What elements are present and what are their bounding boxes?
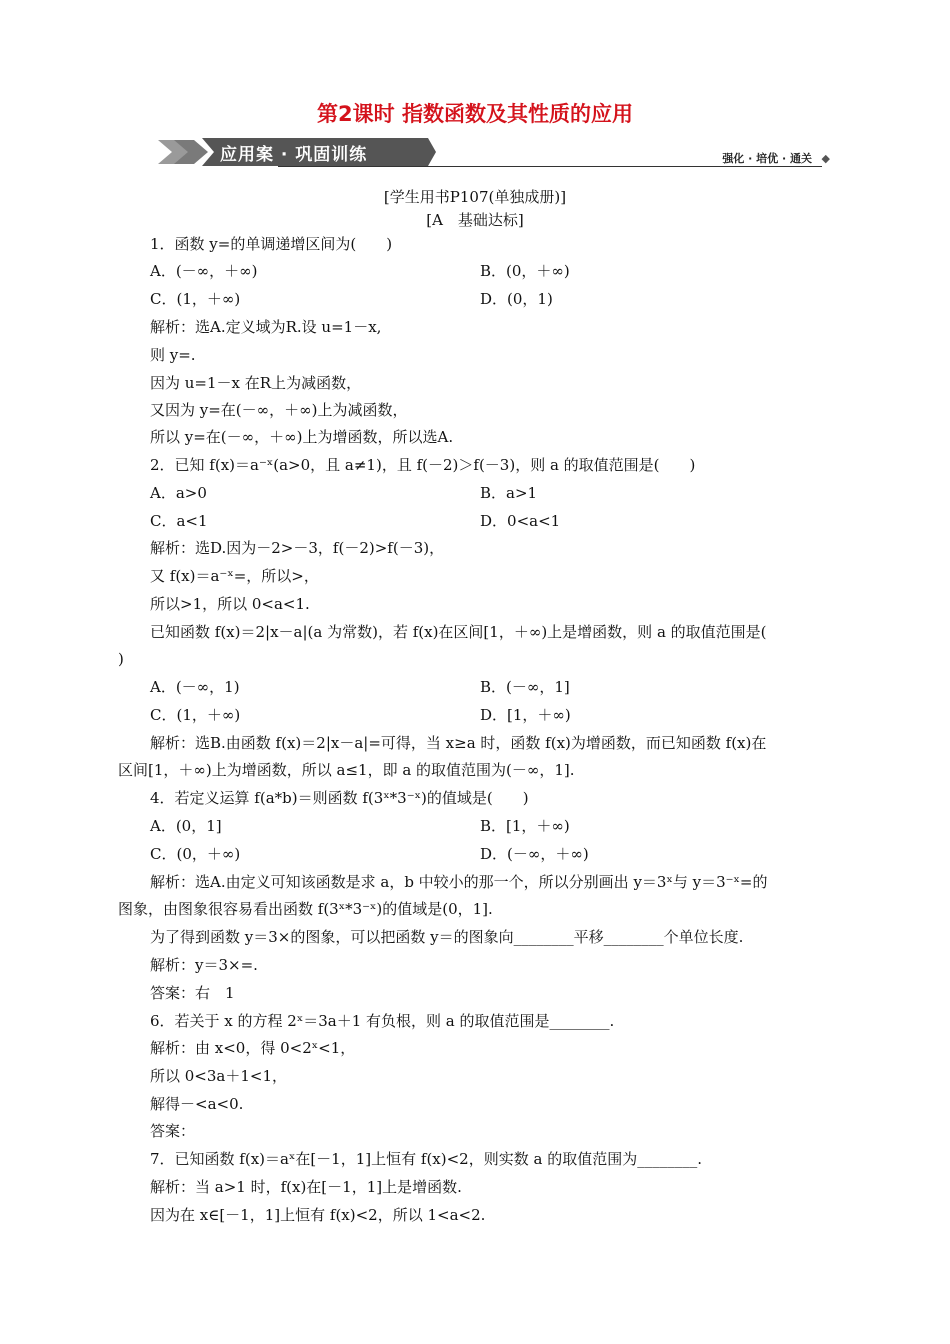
q5-solution-line: 解析：y＝3×=. [150,956,258,974]
q2-option-b: B．a>1 [480,484,538,502]
q4-option-c: C．(0，＋∞) [150,845,241,863]
q1-solution-line: 解析：选A.定义域为R.设 u=1－x, [150,318,382,336]
q1-solution-line: 则 y=. [150,346,196,364]
question-6: 6．若关于 x 的方程 2ˣ＝3a＋1 有负根，则 a 的取值范围是________. [150,1012,615,1030]
q6-solution-line: 解析：由 x<0，得 0<2ˣ<1， [150,1039,356,1057]
q6-solution-line: 解得－<a<0. [150,1095,244,1113]
q3-solution-line: 区间[1，＋∞)上为增函数，所以 a≤1，即 a 的取值范围为(－∞，1]. [118,761,575,779]
page-title: 第2课时 指数函数及其性质的应用 [317,102,633,126]
question-2: 2．已知 f(x)＝a⁻ˣ(a>0，且 a≠1)，且 f(－2)＞f(－3)，则 a 的取值范围是( ) [150,456,696,474]
q1-option-a: A．(－∞，＋∞) [150,262,258,280]
q3-option-b: B．(－∞，1] [480,678,570,696]
question-3-cont: ) [118,650,124,668]
q3-option-c: C．(1，＋∞) [150,706,241,724]
section-heading: [A 基础达标] [426,211,524,229]
diamond-icon: ◆ [821,152,830,165]
q1-option-c: C．(1，＋∞) [150,290,241,308]
banner-tagline: 强化 · 培优 · 通关 [722,152,812,165]
q1-solution-line: 又因为 y=在(－∞，＋∞)上为减函数， [150,401,408,419]
q4-option-b: B．[1，＋∞) [480,817,570,835]
question-5: 为了得到函数 y＝3×的图象，可以把函数 y＝的图象向________平移________个单位长度. [150,928,744,946]
question-7: 7．已知函数 f(x)＝aˣ在[－1，1]上恒有 f(x)<2，则实数 a 的取值范围为________. [150,1150,702,1168]
question-1: 1．函数 y=的单调递增区间为( ) [150,235,393,253]
question-3: 已知函数 f(x)＝2|x－a|(a 为常数)，若 f(x)在区间[1，＋∞)上是增函数，则 a 的取值范围是( [150,623,767,641]
banner-title: 应用案 · 巩固训练 [220,145,368,165]
banner-rule [278,166,822,167]
q4-solution-line: 解析：选A.由定义可知该函数是求 a，b 中较小的那一个，所以分别画出 y＝3ˣ与 y＝3⁻ˣ=的 [150,873,768,891]
q3-option-d: D．[1，＋∞) [480,706,571,724]
q4-option-a: A．(0，1] [150,817,222,835]
q3-solution-line: 解析：选B.由函数 f(x)＝2|x－a|=可得，当 x≥a 时，函数 f(x)为增函数，而已知函数 f(x)在 [150,734,767,752]
q1-option-d: D．(0，1) [480,290,553,308]
q2-option-d: D．0<a<1 [480,512,561,530]
q4-option-d: D．(－∞，＋∞) [480,845,589,863]
q7-solution-line: 解析：当 a>1 时，f(x)在[－1，1]上是增函数. [150,1178,462,1196]
q6-answer: 答案： [150,1122,196,1140]
q3-option-a: A．(－∞，1) [150,678,240,696]
q2-solution-line: 又 f(x)＝a⁻ˣ=，所以>， [150,567,319,585]
q6-solution-line: 所以 0<3a＋1<1， [150,1067,288,1085]
q2-solution-line: 所以>1，所以 0<a<1. [150,595,310,613]
q1-solution-line: 所以 y=在(－∞，＋∞)上为增函数，所以选A. [150,428,454,446]
q2-option-a: A．a>0 [150,484,207,502]
q1-solution-line: 因为 u=1－x 在R上为减函数， [150,374,362,392]
q5-answer: 答案：右 1 [150,984,235,1002]
source-note: [学生用书P107(单独成册)] [383,188,567,206]
q4-solution-line: 图象，由图象很容易看出函数 f(3ˣ*3⁻ˣ)的值域是(0，1]. [118,900,493,918]
section-banner [158,134,830,170]
q7-solution-line: 因为在 x∈[－1，1]上恒有 f(x)<2，所以 1<a<2. [150,1206,486,1224]
q2-option-c: C．a<1 [150,512,208,530]
q1-option-b: B．(0，＋∞) [480,262,570,280]
q2-solution-line: 解析：选D.因为－2>－3，f(－2)>f(－3)， [150,539,445,557]
question-4: 4．若定义运算 f(a*b)＝则函数 f(3ˣ*3⁻ˣ)的值域是( ) [150,789,529,807]
